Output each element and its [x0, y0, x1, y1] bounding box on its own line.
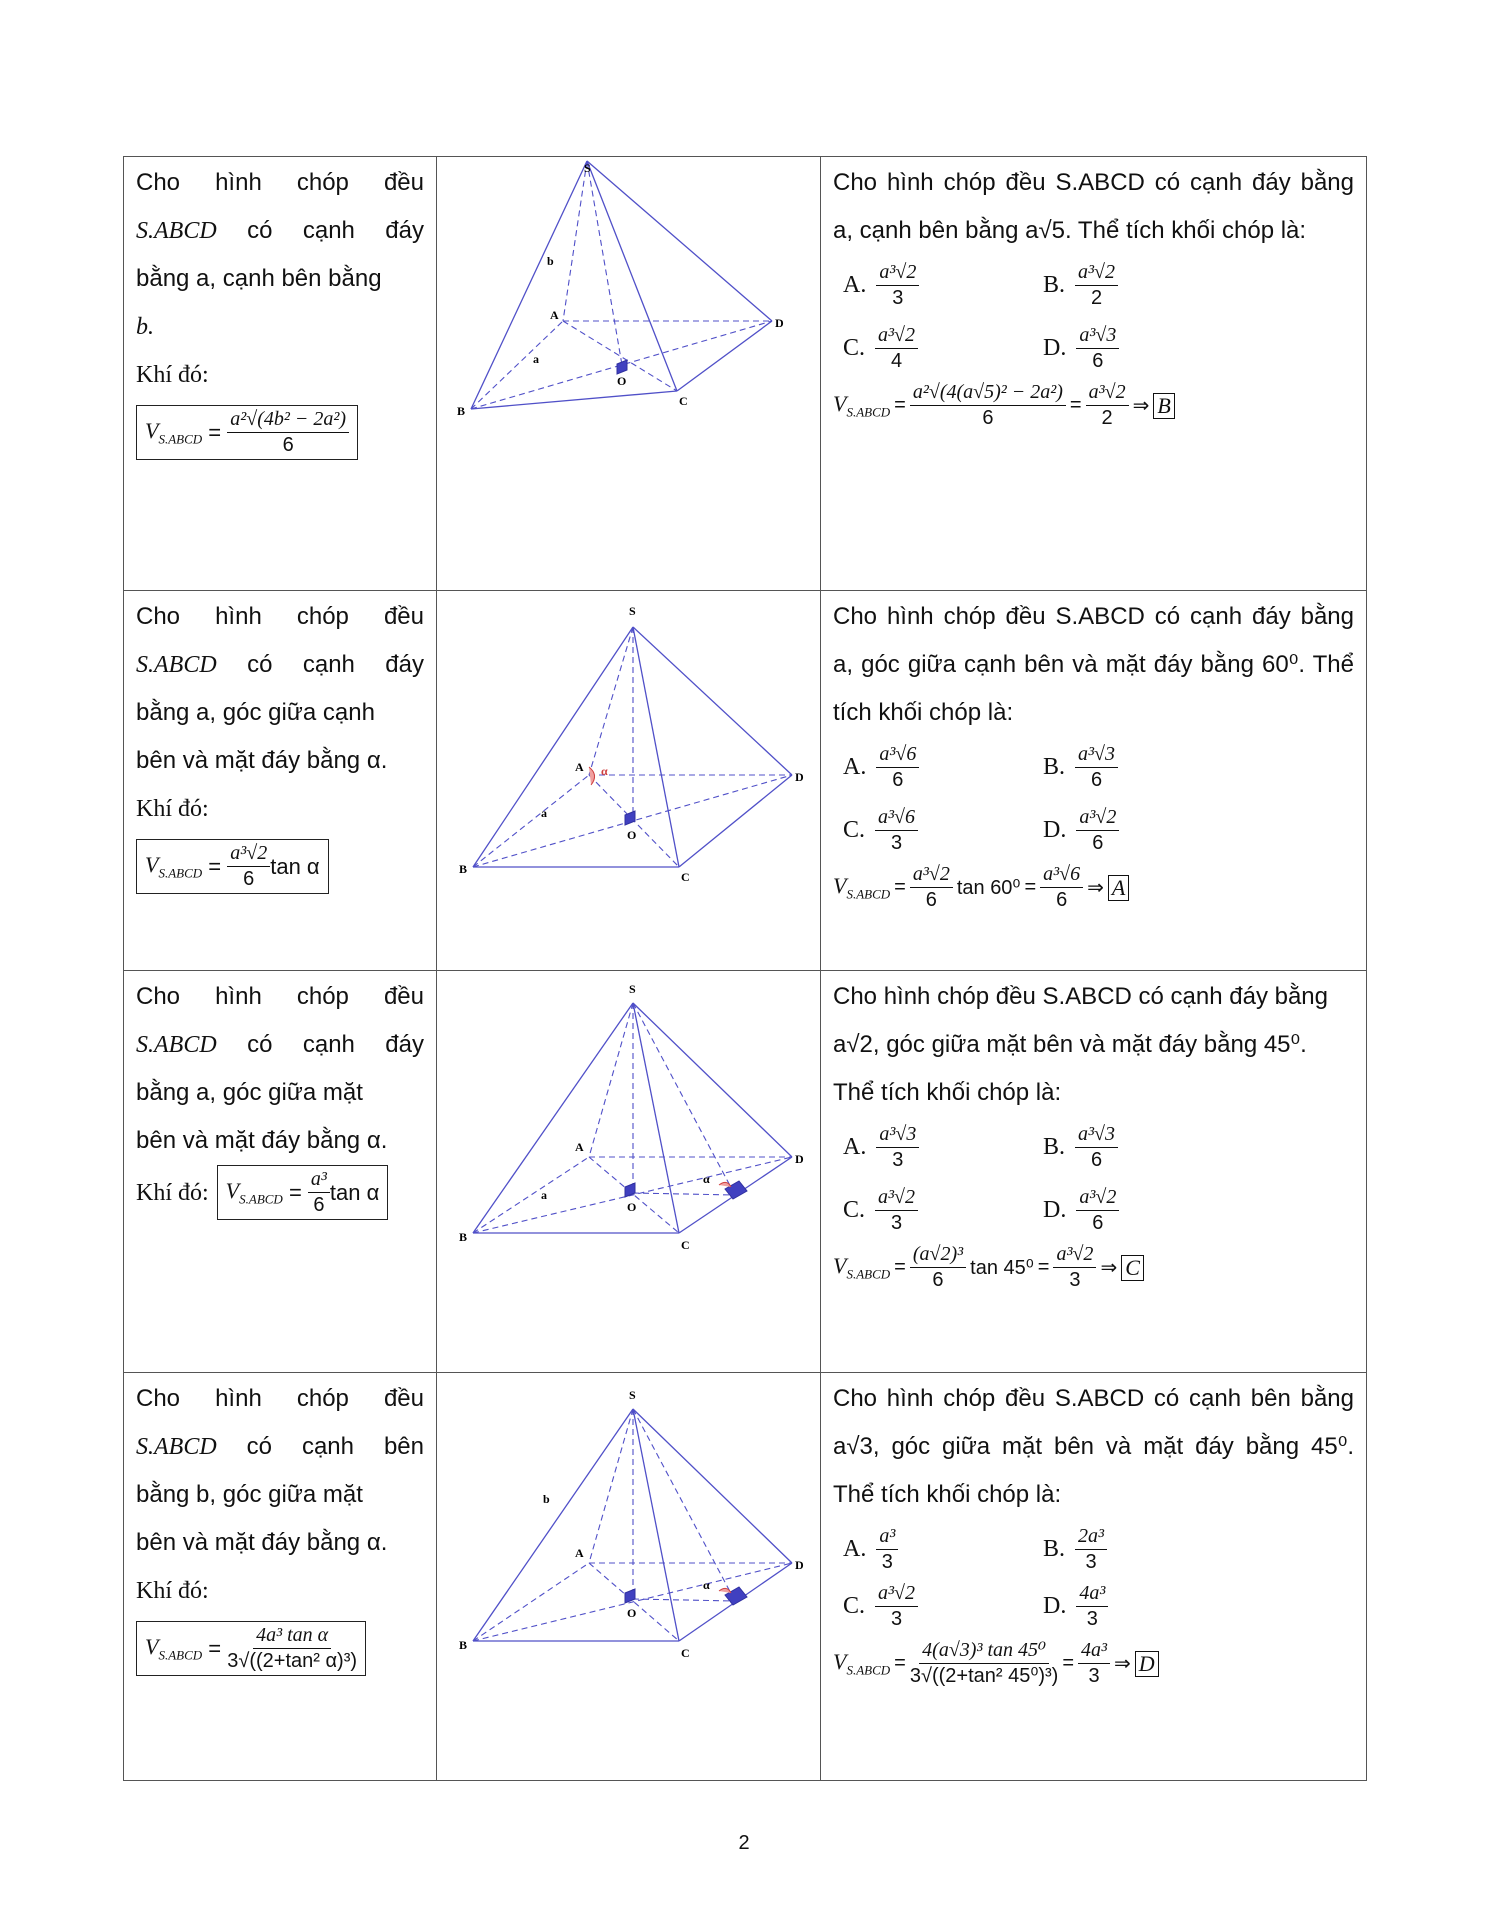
result-fraction	[1078, 1639, 1110, 1688]
denominator: 6	[243, 868, 255, 890]
word: hình	[215, 603, 262, 630]
option-fraction	[1076, 324, 1119, 373]
option-d	[1043, 1186, 1243, 1235]
volume-label: $V_{S.ABCD}$	[833, 1648, 891, 1678]
left-line-4: b.	[136, 314, 154, 340]
denominator: 6	[925, 889, 937, 911]
formula-cell	[124, 157, 437, 591]
option-label: C.	[843, 1593, 866, 1619]
denominator: 3	[1085, 1551, 1097, 1573]
solution: $V_{S.ABCD}$ = $\frac{\text{(a√2)³}}{6}$ tan 45⁰ = $\frac{\text{a³√2}}{3}$ ⇒ C	[833, 1243, 1354, 1292]
option-label: B.	[1043, 754, 1066, 780]
pyramid-diagram	[437, 971, 820, 1261]
left-line-2	[136, 1423, 424, 1471]
denominator: 6	[1092, 1212, 1104, 1234]
left-line-4: bên và mặt đáy bằng α.	[136, 747, 388, 774]
vertex-label-s: S	[584, 161, 591, 175]
numerator: (a√2)³	[910, 1243, 966, 1268]
numerator: a³	[876, 1525, 898, 1550]
option-fraction	[876, 261, 919, 310]
option-fraction	[1076, 806, 1119, 855]
word: Cho	[136, 1385, 181, 1412]
numerator: a³√6	[875, 806, 918, 831]
denominator: 6	[892, 769, 904, 791]
option-fraction	[876, 1525, 898, 1574]
option-fraction	[1076, 1186, 1119, 1235]
formula-fraction	[227, 842, 270, 891]
formula-cell	[124, 591, 437, 971]
vertex-label-s: S	[629, 1388, 636, 1402]
vertex-label-s: S	[629, 982, 636, 996]
vertex-label-c: C	[679, 394, 688, 408]
numerator: 4a³	[1078, 1639, 1110, 1664]
word: có	[247, 651, 273, 678]
option-label: D.	[1043, 335, 1067, 361]
pyramid-diagram	[437, 1373, 820, 1663]
exercise-cell	[821, 1373, 1367, 1781]
word: S.ABCD	[136, 1032, 217, 1058]
exercise-cell	[821, 157, 1367, 591]
center-label-o: O	[627, 828, 637, 842]
word: đều	[383, 983, 424, 1010]
vertex-label-a: A	[575, 760, 584, 774]
solution-factor: tan 45⁰	[970, 1257, 1034, 1279]
options	[843, 261, 1354, 373]
pyramid-diagram	[437, 591, 820, 881]
angle-label: α	[703, 1578, 710, 1592]
option-c	[843, 324, 1043, 373]
denominator: 2	[1090, 287, 1103, 309]
formula-box: $V_{S.ABCD}$ = $\frac{\text{a³}}{6}$ tan α	[217, 1165, 389, 1220]
option-label: B.	[1043, 1134, 1066, 1160]
denominator: 3	[881, 1551, 893, 1573]
answer-box: A	[1108, 875, 1129, 901]
exercise-text: Cho hình chóp đều S.ABCD có cạnh đáy bằng a, góc giữa cạnh bên và mặt đáy bằng 60⁰. Thể tích khối chóp là:	[833, 603, 1354, 726]
option-fraction	[875, 806, 918, 855]
option-b	[1043, 1123, 1243, 1172]
word: bên	[383, 1433, 424, 1460]
numerator: a³√2	[1076, 1186, 1119, 1211]
solution-fraction	[910, 863, 953, 912]
option-a	[843, 261, 1043, 310]
denominator: 6	[1090, 769, 1103, 791]
formula-fraction	[227, 408, 349, 457]
numerator: a²√(4(a√5)² − 2a²)	[910, 381, 1066, 406]
pyramid-diagram	[437, 157, 820, 417]
solution-fraction	[910, 1243, 966, 1292]
numerator: a³√2	[910, 863, 953, 888]
word: S.ABCD	[136, 218, 217, 244]
center-label-o: O	[617, 374, 627, 388]
solution-fraction	[910, 1639, 1059, 1688]
denominator: 3	[892, 1149, 904, 1171]
option-label: D.	[1043, 1197, 1067, 1223]
denominator: 6	[1056, 889, 1068, 911]
vertex-label-d: D	[795, 1152, 804, 1166]
option-d	[1043, 1582, 1243, 1631]
denominator: 6	[282, 434, 294, 456]
vertex-label-c: C	[681, 1646, 690, 1660]
answer-box: B	[1153, 393, 1174, 419]
word: cạnh	[302, 651, 355, 678]
vertex-label-d: D	[795, 1558, 804, 1572]
figure-cell	[437, 157, 821, 591]
left-line-1	[136, 1375, 424, 1423]
formula-cell	[124, 971, 437, 1373]
numerator: 4a³ tan α	[253, 1624, 331, 1649]
solution-fraction	[910, 381, 1066, 430]
left-line-2	[136, 207, 424, 255]
denominator: 3√((2+tan² 45⁰)³)	[909, 1665, 1059, 1687]
exercise-cell	[821, 971, 1367, 1373]
option-label: A.	[843, 272, 867, 298]
left-line-2	[136, 641, 424, 689]
option-label: C.	[843, 817, 866, 843]
answer-box: C	[1121, 1255, 1144, 1281]
numerator: a²√(4b² − 2a²)	[227, 408, 349, 433]
numerator: a³	[308, 1168, 330, 1193]
left-line-1	[136, 159, 424, 207]
word: chóp	[296, 603, 349, 630]
option-a	[843, 1123, 1043, 1172]
word: hình	[215, 169, 262, 196]
vertex-label-a: A	[550, 308, 559, 322]
formula-cell	[124, 1373, 437, 1781]
numerator: a³√6	[876, 743, 919, 768]
numerator: a³√2	[1076, 806, 1119, 831]
option-label: A.	[843, 754, 867, 780]
edge-label: a	[541, 806, 547, 820]
option-fraction	[1075, 261, 1118, 310]
vertex-label-b: B	[457, 404, 466, 417]
option-fraction	[1076, 1582, 1108, 1631]
option-a	[843, 743, 1043, 792]
vertex-label-s: S	[629, 604, 636, 618]
center-label-o: O	[627, 1606, 637, 1620]
vertex-label-b: B	[459, 862, 468, 876]
option-label: B.	[1043, 272, 1066, 298]
vertex-label-b: B	[459, 1230, 468, 1244]
volume-label: $V_{S.ABCD}$	[225, 1177, 283, 1207]
options	[843, 1525, 1354, 1631]
solution-factor: tan 60⁰	[956, 877, 1021, 899]
option-c	[843, 1186, 1043, 1235]
exercise-cell	[821, 591, 1367, 971]
left-line-3: bằng a, góc giữa mặt	[136, 1079, 363, 1106]
volume-label: $V_{S.ABCD}$	[145, 417, 203, 447]
table-row	[124, 1373, 1367, 1781]
answer-box: D	[1135, 1651, 1159, 1677]
options	[843, 1123, 1354, 1235]
option-fraction	[876, 1123, 919, 1172]
denominator: 3	[890, 832, 903, 854]
numerator: a³√2	[875, 1582, 918, 1607]
formula-table-page	[123, 156, 1363, 1781]
vertex-label-d: D	[795, 770, 804, 784]
exercise-text: Cho hình chóp đều S.ABCD có cạnh bên bằng a√3, góc giữa mặt bên và mặt đáy bằng 45⁰. Thể tích khối chóp là:	[833, 1385, 1354, 1508]
result-fraction	[1053, 1243, 1096, 1292]
option-label: A.	[843, 1134, 867, 1160]
formula-box: $V_{S.ABCD}$ = $\frac{\text{a³√2}}{6}$ tan α	[136, 839, 329, 894]
denominator: 6	[1090, 1149, 1103, 1171]
denominator: 3	[892, 287, 904, 309]
word: đều	[383, 1385, 424, 1412]
option-b	[1043, 1525, 1243, 1574]
word: có	[246, 1433, 272, 1460]
vertex-label-c: C	[681, 1238, 690, 1252]
denominator: 3	[890, 1212, 903, 1234]
figure-cell	[437, 591, 821, 971]
figure-cell	[437, 1373, 821, 1781]
word: đáy	[385, 651, 424, 678]
option-label: A.	[843, 1536, 867, 1562]
word: đều	[383, 169, 424, 196]
option-c	[843, 806, 1043, 855]
word: chóp	[296, 983, 349, 1010]
word: hình	[215, 983, 262, 1010]
numerator: a³√3	[876, 1123, 919, 1148]
denominator: 2	[1101, 407, 1113, 429]
formula-fraction	[308, 1168, 330, 1217]
option-fraction	[1075, 1525, 1107, 1574]
word: có	[247, 217, 273, 244]
denominator: 3	[1088, 1665, 1100, 1687]
solution: $V_{S.ABCD}$ = $\frac{\text{a³√2}}{6}$ tan 60⁰ = $\frac{\text{a³√6}}{6}$ ⇒ A	[833, 863, 1354, 912]
formula-fraction	[227, 1624, 357, 1673]
figure-cell	[437, 971, 821, 1373]
formula-box: $V_{S.ABCD}$ = $\frac{\text{4a³ tan α}}{\text{3√((2+tan² α)³)}}$	[136, 1621, 366, 1676]
denominator: 3	[890, 1608, 903, 1630]
word: hình	[215, 1385, 262, 1412]
word: đều	[383, 603, 424, 630]
numerator: a³√3	[1076, 324, 1119, 349]
table-row	[124, 971, 1367, 1373]
left-line-3: bằng b, góc giữa mặt	[136, 1481, 363, 1508]
word: chóp	[296, 1385, 349, 1412]
vertex-label-a: A	[575, 1546, 584, 1560]
exercise-text: Cho hình chóp đều S.ABCD có cạnh đáy bằng a√2, góc giữa mặt bên và mặt đáy bằng 45⁰. Thể tích khối chóp là:	[833, 983, 1328, 1106]
numerator: a³√2	[1053, 1243, 1096, 1268]
denominator: 6	[1092, 832, 1104, 854]
option-fraction	[875, 1186, 918, 1235]
numerator: a³√2	[227, 842, 270, 867]
edge-label: a	[533, 352, 539, 366]
option-label: D.	[1043, 1593, 1067, 1619]
denominator: 6	[1092, 350, 1104, 372]
option-label: B.	[1043, 1536, 1066, 1562]
word: có	[247, 1031, 273, 1058]
word: đáy	[385, 1031, 424, 1058]
formula-box: $V_{S.ABCD}$ = $\frac{\text{a²√(4b² − 2a²)}}{6}$	[136, 405, 358, 460]
denominator: 6	[313, 1194, 325, 1216]
vertex-label-d: D	[775, 316, 784, 330]
option-c	[843, 1582, 1043, 1631]
option-fraction	[1075, 743, 1118, 792]
option-d	[1043, 806, 1243, 855]
numerator: a³√6	[1040, 863, 1083, 888]
word: chóp	[296, 169, 349, 196]
option-label: D.	[1043, 817, 1067, 843]
left-line-2	[136, 1021, 424, 1069]
option-d	[1043, 324, 1243, 373]
denominator: 6	[982, 407, 994, 429]
option-fraction	[876, 743, 919, 792]
option-fraction	[1075, 1123, 1118, 1172]
angle-label: α	[601, 764, 608, 778]
formula-tail: tan α	[270, 853, 320, 879]
options	[843, 743, 1354, 855]
word: cạnh	[301, 1433, 354, 1460]
denominator: 3√((2+tan² α)³)	[227, 1650, 358, 1672]
edge-label: b	[547, 254, 554, 268]
left-line-1	[136, 973, 424, 1021]
solution: $V_{S.ABCD}$ = $\frac{\text{a²√(4(a√5)² − 2a²)}}{6}$ = $\frac{\text{a³√2}}{2}$ ⇒ B	[833, 381, 1354, 430]
numerator: a³√2	[875, 1186, 918, 1211]
volume-label: $V_{S.ABCD}$	[145, 1633, 203, 1663]
option-a	[843, 1525, 1043, 1574]
word: Cho	[136, 983, 181, 1010]
numerator: a³√2	[1086, 381, 1129, 406]
numerator: a³√2	[1075, 261, 1118, 286]
numerator: a³√2	[876, 261, 919, 286]
left-line-1	[136, 593, 424, 641]
numerator: 4(a√3)³ tan 45⁰	[919, 1639, 1049, 1664]
edge-label: b	[543, 1492, 550, 1506]
option-fraction	[875, 324, 918, 373]
numerator: 4a³	[1076, 1582, 1108, 1607]
edge-label: a	[541, 1188, 547, 1202]
formula-table	[123, 156, 1367, 1781]
word: Cho	[136, 603, 181, 630]
word: S.ABCD	[136, 652, 217, 678]
left-line-3: bằng a, góc giữa cạnh	[136, 699, 375, 726]
numerator: a³√3	[1075, 743, 1118, 768]
word: cạnh	[302, 1031, 355, 1058]
option-b	[1043, 743, 1243, 792]
numerator: a³√2	[875, 324, 918, 349]
word: Cho	[136, 169, 181, 196]
denominator: 4	[890, 350, 903, 372]
result-fraction	[1040, 863, 1083, 912]
numerator: a³√3	[1075, 1123, 1118, 1148]
formula-tail: tan α	[329, 1179, 380, 1205]
option-label: C.	[843, 1197, 866, 1223]
khi-do-label: Khí đó:	[136, 1179, 209, 1206]
angle-label: α	[703, 1172, 710, 1186]
denominator: 3	[1086, 1608, 1098, 1630]
volume-label: $V_{S.ABCD}$	[145, 851, 203, 881]
word: cạnh	[302, 217, 355, 244]
left-line-5	[136, 1165, 424, 1220]
option-b	[1043, 261, 1243, 310]
table-row	[124, 591, 1367, 971]
vertex-label-a: A	[575, 1140, 584, 1154]
exercise-text: Cho hình chóp đều S.ABCD có cạnh đáy bằng a, cạnh bên bằng a√5. Thể tích khối chóp là:	[833, 169, 1354, 244]
left-line-3: bằng a, cạnh bên bằng	[136, 265, 382, 292]
center-label-o: O	[627, 1200, 637, 1214]
volume-label: $V_{S.ABCD}$	[833, 872, 891, 902]
vertex-label-c: C	[681, 870, 690, 881]
word: đáy	[385, 217, 424, 244]
word: S.ABCD	[136, 1434, 217, 1460]
numerator: 2a³	[1075, 1525, 1107, 1550]
table-row	[124, 157, 1367, 591]
left-line-5: Khí đó:	[136, 362, 209, 388]
volume-label: $V_{S.ABCD}$	[833, 1252, 891, 1282]
left-line-5: Khí đó:	[136, 1578, 209, 1604]
solution: $V_{S.ABCD}$ = $\frac{\text{4(a√3)³ tan 45⁰}}{\text{3√((2+tan² 45⁰)³)}}$ = $\frac{\text{4a³}}{3}$ ⇒ D	[833, 1639, 1354, 1688]
volume-label: $V_{S.ABCD}$	[833, 390, 891, 420]
denominator: 6	[932, 1269, 944, 1291]
option-label: C.	[843, 335, 866, 361]
page-number: 2	[738, 1832, 750, 1854]
left-line-4: bên và mặt đáy bằng α.	[136, 1127, 388, 1154]
left-line-5: Khí đó:	[136, 796, 209, 822]
denominator: 3	[1069, 1269, 1081, 1291]
left-line-4: bên và mặt đáy bằng α.	[136, 1529, 388, 1556]
option-fraction	[875, 1582, 918, 1631]
result-fraction	[1086, 381, 1129, 430]
vertex-label-b: B	[459, 1638, 468, 1652]
